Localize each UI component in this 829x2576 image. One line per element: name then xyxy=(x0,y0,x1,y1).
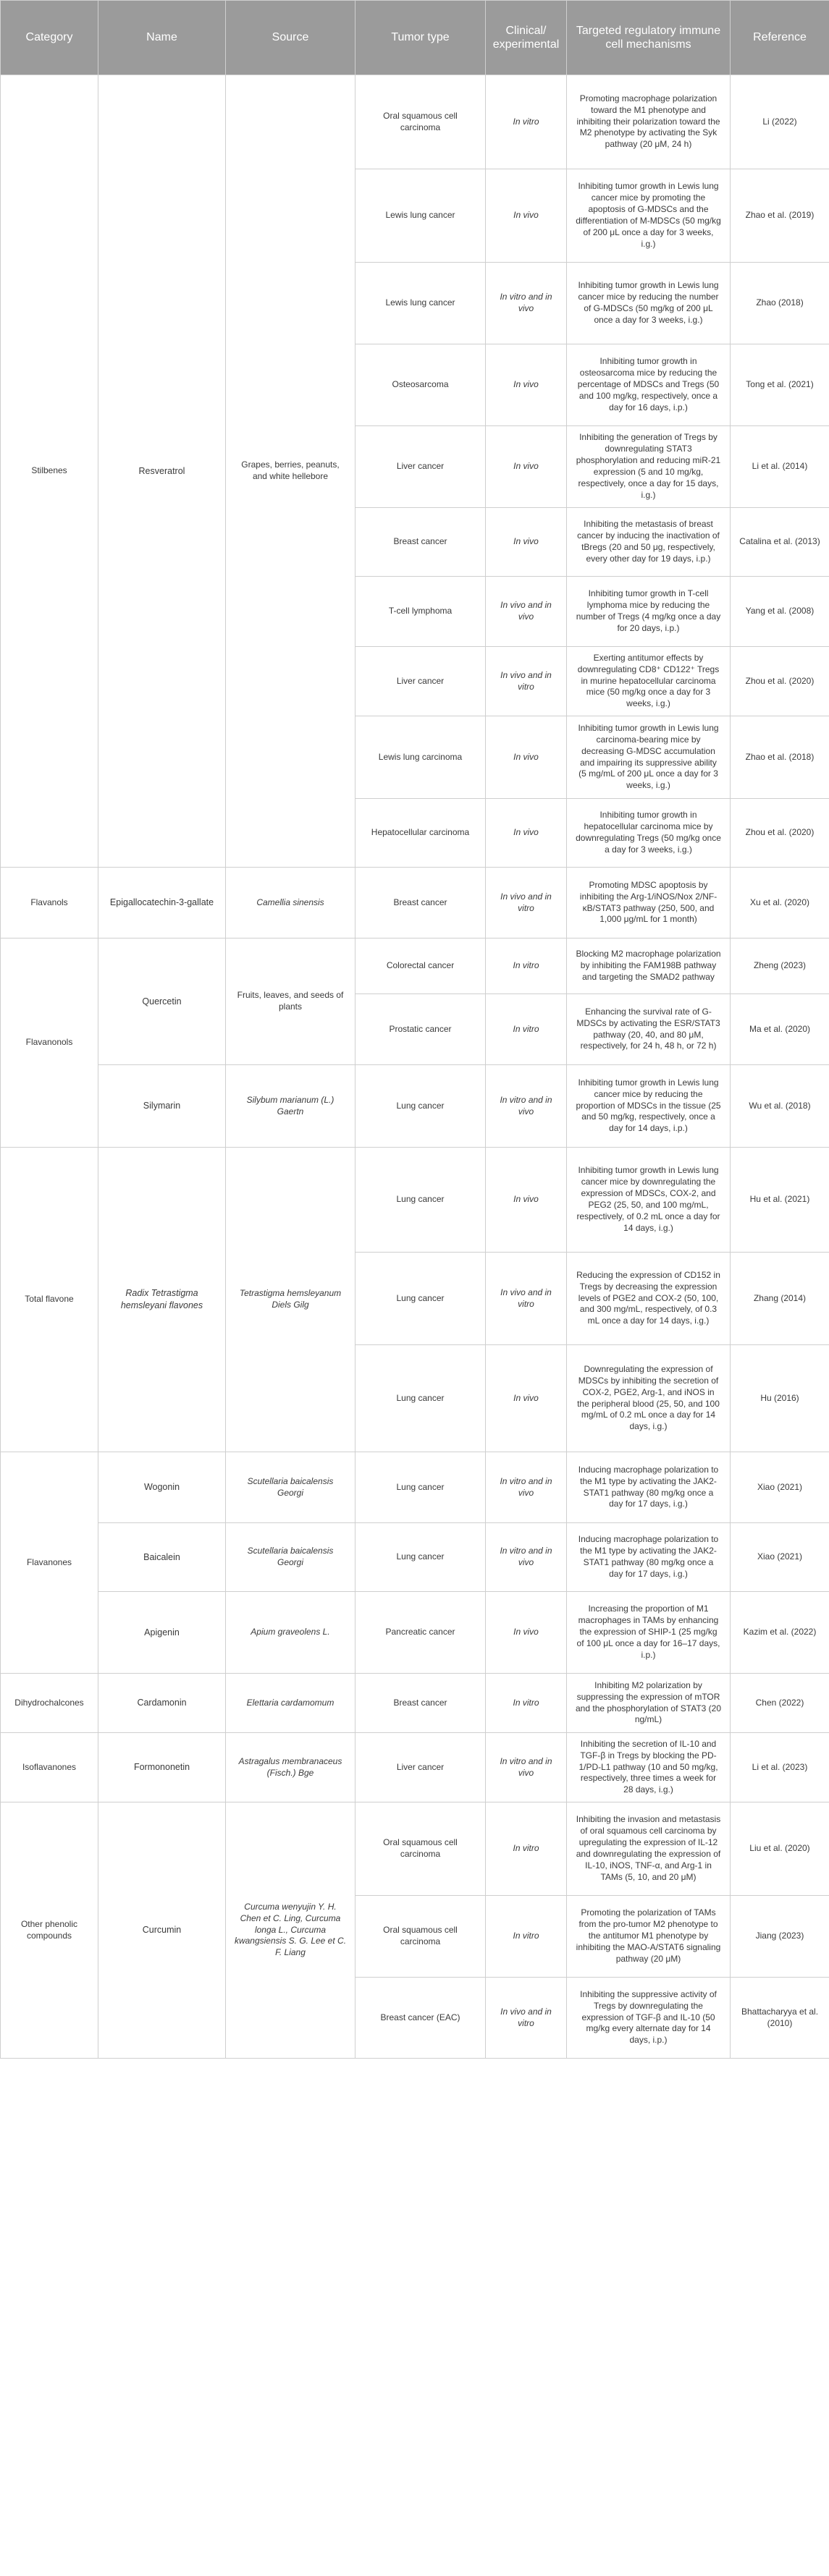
tumor-cell: Breast cancer (EAC) xyxy=(355,1978,486,2059)
table-row xyxy=(1,1523,829,1592)
mechanism-cell: Promoting the polarization of TAMs from the pro-tumor M2 phenotype to the antitumor M1 phenotype by inhibiting the MAO-A/STAT6 signaling pathway (20 μM) xyxy=(567,1896,731,1978)
reference-cell: Wu et al. (2018) xyxy=(731,1065,829,1148)
tumor-cell: Lung cancer xyxy=(355,1523,486,1592)
reference-cell: Zhao et al. (2019) xyxy=(731,169,829,263)
table-row xyxy=(1,939,829,994)
reference-cell: Xu et al. (2020) xyxy=(731,868,829,939)
category-cell: Stilbenes xyxy=(1,75,98,868)
mechanism-cell: Inhibiting the secretion of IL-10 and TGF-β in Tregs by blocking the PD-1/PD-L1 pathway (10 and 50 mg/kg, respectively, three times a week for 28 days, i.g.) xyxy=(567,1733,731,1802)
tumor-cell: Oral squamous cell carcinoma xyxy=(355,1896,486,1978)
reference-cell: Xiao (2021) xyxy=(731,1452,829,1523)
name-cell: Curcumin xyxy=(98,1802,226,2059)
reference-cell: Li (2022) xyxy=(731,75,829,169)
table-row xyxy=(1,1592,829,1674)
reference-cell: Jiang (2023) xyxy=(731,1896,829,1978)
header-reference: Reference xyxy=(731,1,829,75)
clinical-cell: In vitro xyxy=(486,75,567,169)
mechanism-cell: Promoting MDSC apoptosis by inhibiting the Arg-1/iNOS/Nox 2/NF-κB/STAT3 pathway (250, 500, and 1,000 μg/mL for 1 month) xyxy=(567,868,731,939)
source-cell: Silybum marianum (L.) Gaertn xyxy=(226,1065,355,1148)
reference-cell: Li et al. (2014) xyxy=(731,426,829,508)
clinical-cell: In vivo xyxy=(486,799,567,868)
name-cell: Formononetin xyxy=(98,1733,226,1802)
mechanism-cell: Inhibiting tumor growth in T-cell lymphoma mice by reducing the number of Tregs (4 mg/kg once a day for 20 days, i.p.) xyxy=(567,577,731,647)
tumor-cell: Colorectal cancer xyxy=(355,939,486,994)
mechanism-cell: Exerting antitumor effects by downregulating CD8⁺ CD122⁺ Tregs in murine hepatocellular carcinoma mice (50 mg/kg once a day for 3 weeks, i.g.) xyxy=(567,647,731,716)
clinical-cell: In vitro and in vivo xyxy=(486,1733,567,1802)
mechanism-cell: Inhibiting tumor growth in Lewis lung cancer mice by reducing the number of G-MDSCs (50 mg/kg of 200 μL once a day for 3 weeks, i.g.) xyxy=(567,263,731,344)
mechanism-cell: Inducing macrophage polarization to the M1 type by activating the JAK2-STAT1 pathway (80 mg/kg once a day for 17 days, i.g.) xyxy=(567,1452,731,1523)
tumor-cell: Breast cancer xyxy=(355,508,486,577)
clinical-cell: In vitro and in vivo xyxy=(486,263,567,344)
clinical-cell: In vivo xyxy=(486,1148,567,1253)
header-source: Source xyxy=(226,1,355,75)
reference-cell: Xiao (2021) xyxy=(731,1523,829,1592)
tumor-cell: Breast cancer xyxy=(355,868,486,939)
tumor-cell: Lung cancer xyxy=(355,1253,486,1345)
header-row xyxy=(1,1,829,75)
name-cell: Silymarin xyxy=(98,1065,226,1148)
clinical-cell: In vitro xyxy=(486,939,567,994)
reference-cell: Zhou et al. (2020) xyxy=(731,799,829,868)
tumor-cell: Liver cancer xyxy=(355,1733,486,1802)
name-cell: Radix Tetrastigma hemsleyani flavones xyxy=(98,1148,226,1452)
clinical-cell: In vitro and in vivo xyxy=(486,1523,567,1592)
source-cell: Scutellaria baicalensis Georgi xyxy=(226,1452,355,1523)
header-tumor-type: Tumor type xyxy=(355,1,486,75)
mechanism-cell: Inhibiting tumor growth in osteosarcoma mice by reducing the percentage of MDSCs and Tregs (50 and 100 mg/kg, respectively, once a day for 16 days, i.p.) xyxy=(567,344,731,426)
table-row xyxy=(1,868,829,939)
name-cell: Wogonin xyxy=(98,1452,226,1523)
source-cell: Tetrastigma hemsleyanum Diels Gilg xyxy=(226,1148,355,1452)
mechanism-cell: Inhibiting the generation of Tregs by downregulating STAT3 phosphorylation and reducing miR-21 expression (5 and 10 mg/kg, respectively, once a day for 15 days, i.g.) xyxy=(567,426,731,508)
reference-cell: Li et al. (2023) xyxy=(731,1733,829,1802)
clinical-cell: In vivo and in vitro xyxy=(486,868,567,939)
tumor-cell: Hepatocellular carcinoma xyxy=(355,799,486,868)
table-row xyxy=(1,1452,829,1523)
mechanism-cell: Inhibiting tumor growth in Lewis lung cancer mice by reducing the proportion of MDSCs in the tissue (25 and 50 mg/kg, respectively, once a day for 14 days, i.p.) xyxy=(567,1065,731,1148)
header-category: Category xyxy=(1,1,98,75)
reference-cell: Hu et al. (2021) xyxy=(731,1148,829,1253)
clinical-cell: In vivo and in vivo xyxy=(486,577,567,647)
reference-cell: Bhattacharyya et al. (2010) xyxy=(731,1978,829,2059)
tumor-cell: Lewis lung cancer xyxy=(355,263,486,344)
reference-cell: Zhang (2014) xyxy=(731,1253,829,1345)
name-cell: Apigenin xyxy=(98,1592,226,1674)
category-cell: Isoflavanones xyxy=(1,1733,98,1802)
source-cell: Camellia sinensis xyxy=(226,868,355,939)
clinical-cell: In vivo xyxy=(486,508,567,577)
reference-cell: Zhao (2018) xyxy=(731,263,829,344)
clinical-cell: In vivo and in vitro xyxy=(486,1978,567,2059)
reference-cell: Kazim et al. (2022) xyxy=(731,1592,829,1674)
clinical-cell: In vivo and in vitro xyxy=(486,647,567,716)
tumor-cell: Lewis lung carcinoma xyxy=(355,716,486,799)
source-cell: Scutellaria baicalensis Georgi xyxy=(226,1523,355,1592)
clinical-cell: In vivo xyxy=(486,169,567,263)
category-cell: Flavanonols xyxy=(1,939,98,1148)
mechanism-cell: Inhibiting the metastasis of breast cancer by inducing the inactivation of tBregs (20 and 50 μg, respectively, every other day for 19 days, i.p.) xyxy=(567,508,731,577)
mechanism-cell: Inhibiting tumor growth in Lewis lung cancer mice by promoting the apoptosis of G-MDSCs and the differentiation of M-MDSCs (50 mg/kg of 200 μL once a day for 3 weeks, i.g.) xyxy=(567,169,731,263)
table-row xyxy=(1,1733,829,1802)
mechanism-cell: Inhibiting M2 polarization by suppressing the expression of mTOR and the phosphorylation of STAT3 (20 ng/mL) xyxy=(567,1674,731,1733)
category-cell: Total flavone xyxy=(1,1148,98,1452)
clinical-cell: In vivo xyxy=(486,1345,567,1452)
mechanism-cell: Blocking M2 macrophage polarization by inhibiting the FAM198B pathway and targeting the SMAD2 pathway xyxy=(567,939,731,994)
clinical-cell: In vitro xyxy=(486,994,567,1065)
table-row xyxy=(1,1148,829,1253)
clinical-cell: In vitro xyxy=(486,1674,567,1733)
mechanism-cell: Increasing the proportion of M1 macrophages in TAMs by enhancing the expression of SHIP-1 (25 mg/kg of 100 μL once a day for 16–17 days, i.p.) xyxy=(567,1592,731,1674)
clinical-cell: In vivo xyxy=(486,426,567,508)
category-cell: Other phenolic compounds xyxy=(1,1802,98,2059)
reference-cell: Ma et al. (2020) xyxy=(731,994,829,1065)
clinical-cell: In vivo and in vitro xyxy=(486,1253,567,1345)
tumor-cell: Lung cancer xyxy=(355,1452,486,1523)
tumor-cell: Liver cancer xyxy=(355,426,486,508)
tumor-cell: T-cell lymphoma xyxy=(355,577,486,647)
tumor-cell: Pancreatic cancer xyxy=(355,1592,486,1674)
table-row xyxy=(1,1802,829,1896)
reference-cell: Zheng (2023) xyxy=(731,939,829,994)
mechanism-cell: Inhibiting tumor growth in hepatocellular carcinoma mice by downregulating Tregs (50 mg/kg once a day for 3 weeks, i.g.) xyxy=(567,799,731,868)
name-cell: Quercetin xyxy=(98,939,226,1065)
tumor-cell: Liver cancer xyxy=(355,647,486,716)
name-cell: Epigallocatechin-3-gallate xyxy=(98,868,226,939)
reference-cell: Zhao et al. (2018) xyxy=(731,716,829,799)
reference-cell: Zhou et al. (2020) xyxy=(731,647,829,716)
mechanism-cell: Promoting macrophage polarization toward the M1 phenotype and inhibiting their polarization toward the M2 phenotype by activating the Syk pathway (20 μM, 24 h) xyxy=(567,75,731,169)
tumor-cell: Lung cancer xyxy=(355,1148,486,1253)
header-mechanism: Targeted regulatory immune cell mechanisms xyxy=(567,1,731,75)
clinical-cell: In vitro xyxy=(486,1896,567,1978)
source-cell: Apium graveolens L. xyxy=(226,1592,355,1674)
tumor-cell: Oral squamous cell carcinoma xyxy=(355,1802,486,1896)
reference-cell: Chen (2022) xyxy=(731,1674,829,1733)
name-cell: Cardamonin xyxy=(98,1674,226,1733)
tumor-cell: Osteosarcoma xyxy=(355,344,486,426)
tumor-cell: Lewis lung cancer xyxy=(355,169,486,263)
mechanism-cell: Downregulating the expression of MDSCs by inhibiting the secretion of COX-2, PGE2, Arg-1, and iNOS in the peripheral blood (25, 50, and 100 mg/mL of 0.2 mL once a day for 14 days, i.g.) xyxy=(567,1345,731,1452)
reference-cell: Liu et al. (2020) xyxy=(731,1802,829,1896)
mechanism-cell: Enhancing the survival rate of G-MDSCs by activating the ESR/STAT3 pathway (20, 40, and 80 μM, respectively, for 24 h, 48 h, or 72 h) xyxy=(567,994,731,1065)
category-cell: Dihydrochalcones xyxy=(1,1674,98,1733)
clinical-cell: In vivo xyxy=(486,344,567,426)
mechanism-cell: Inhibiting the invasion and metastasis of oral squamous cell carcinoma by upregulating the expression of IL-12 and downregulating the expression of IL-10, iNOS, TNF-α, and Arg-1 in TAMs (5, 10, and 20 μM) xyxy=(567,1802,731,1896)
tumor-cell: Lung cancer xyxy=(355,1345,486,1452)
reference-cell: Tong et al. (2021) xyxy=(731,344,829,426)
source-cell: Curcuma wenyujin Y. H. Chen et C. Ling, Curcuma longa L., Curcuma kwangsiensis S. G. Lee et C. F. Liang xyxy=(226,1802,355,2059)
tumor-cell: Prostatic cancer xyxy=(355,994,486,1065)
reference-cell: Hu (2016) xyxy=(731,1345,829,1452)
table-row xyxy=(1,75,829,169)
source-cell: Fruits, leaves, and seeds of plants xyxy=(226,939,355,1065)
source-cell: Astragalus membranaceus (Fisch.) Bge xyxy=(226,1733,355,1802)
clinical-cell: In vitro and in vivo xyxy=(486,1452,567,1523)
name-cell: Baicalein xyxy=(98,1523,226,1592)
mechanism-cell: Inhibiting tumor growth in Lewis lung carcinoma-bearing mice by decreasing G-MDSC accumulation and impairing its suppressive ability (5 mg/mL of 200 μL once a day for 3 weeks, i.g.) xyxy=(567,716,731,799)
tumor-cell: Oral squamous cell carcinoma xyxy=(355,75,486,169)
mechanism-cell: Inhibiting the suppressive activity of Tregs by downregulating the expression of TGF-β and IL-10 (50 mg/kg every alternate day for 14 days, i.p.) xyxy=(567,1978,731,2059)
mechanism-cell: Inducing macrophage polarization to the M1 type by activating the JAK2-STAT1 pathway (80 mg/kg once a day for 17 days, i.g.) xyxy=(567,1523,731,1592)
tumor-cell: Breast cancer xyxy=(355,1674,486,1733)
reference-cell: Catalina et al. (2013) xyxy=(731,508,829,577)
table-row xyxy=(1,1065,829,1148)
header-name: Name xyxy=(98,1,226,75)
clinical-cell: In vitro and in vivo xyxy=(486,1065,567,1148)
mechanism-cell: Reducing the expression of CD152 in Tregs by decreasing the expression levels of PGE2 and COX-2 (50, 100, and 300 mg/mL, respectively, of 0.3 mL once a day for 14 days, i.g.) xyxy=(567,1253,731,1345)
source-cell: Grapes, berries, peanuts, and white hellebore xyxy=(226,75,355,868)
clinical-cell: In vitro xyxy=(486,1802,567,1896)
source-cell: Elettaria cardamomum xyxy=(226,1674,355,1733)
table-row xyxy=(1,1674,829,1733)
category-cell: Flavanones xyxy=(1,1452,98,1674)
category-cell: Flavanols xyxy=(1,868,98,939)
clinical-cell: In vivo xyxy=(486,1592,567,1674)
tumor-cell: Lung cancer xyxy=(355,1065,486,1148)
clinical-cell: In vivo xyxy=(486,716,567,799)
header-clinical: Clinical/ experimental xyxy=(486,1,567,75)
name-cell: Resveratrol xyxy=(98,75,226,868)
mechanism-cell: Inhibiting tumor growth in Lewis lung cancer mice by downregulating the expression of MDSCs, COX-2, and PEG2 (25, 50, and 100 mg/mL, respectively, of 0.2 mL once a day for 14 days, i.g.) xyxy=(567,1148,731,1253)
reference-cell: Yang et al. (2008) xyxy=(731,577,829,647)
